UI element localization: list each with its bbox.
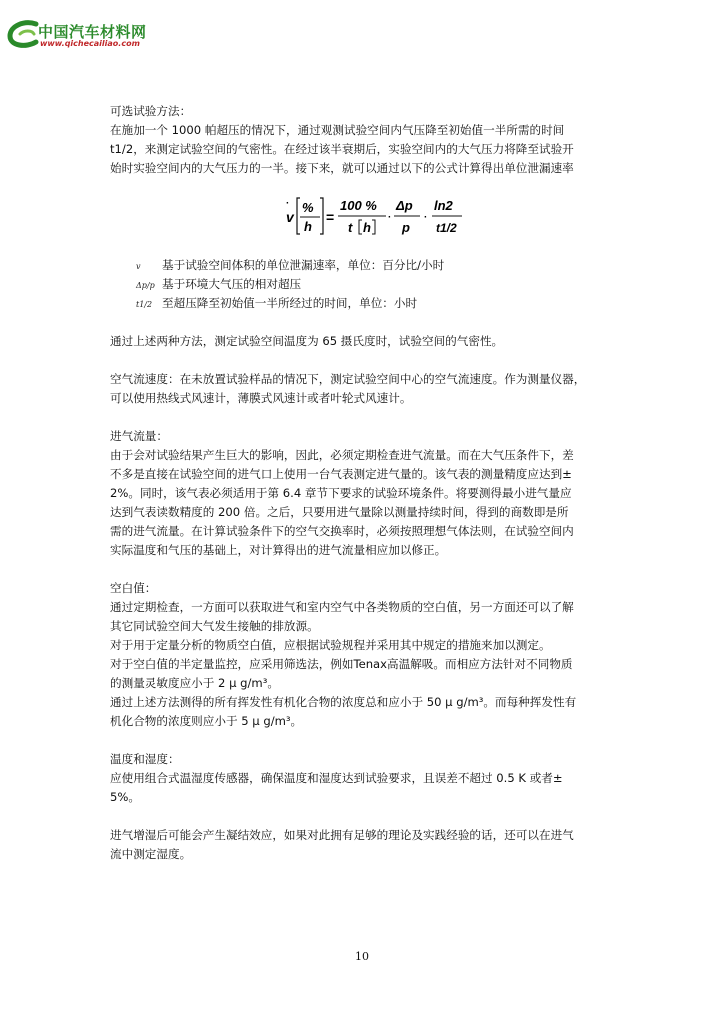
- definition-text: 基于环境大气压的相对超压: [162, 277, 302, 291]
- definition-text: 至超压降至初始值一半所经过的时间，单位：小时: [162, 296, 418, 310]
- formula-definitions: [136, 256, 616, 313]
- inflow-title: 进气流量：: [110, 429, 168, 443]
- formula-p: p: [402, 220, 410, 235]
- optional-line-1: 在施加一个 1000 帕超压的情况下，通过观测试验空间内气压降至初始值一半所需的时间: [110, 123, 565, 137]
- definition-row: [136, 294, 616, 313]
- inflow-line-5: 需的进气流量。在计算试验条件下的空气交换率时，必须按照理想气体法则，在试验空间内: [110, 524, 574, 538]
- condensation-line-2: 流中测定湿度。: [110, 847, 192, 861]
- page-number: 10: [355, 950, 369, 963]
- humidity-line-2: 5%。: [110, 790, 140, 804]
- document-body: [110, 102, 616, 864]
- formula-den-t: t: [348, 220, 353, 235]
- humidity-line-1: 应使用组合式温湿度传感器，确保温度和湿度达到试验要求，且误差不超过 0.5 K 或者±: [110, 771, 563, 785]
- inflow-line-6: 实际温度和气压的基础上，对计算得出的进气流量相应加以修正。: [110, 543, 447, 557]
- definition-symbol: v: [136, 262, 141, 271]
- blank-line-7: 机化合物的浓度则应小于 5 μ g/m³。: [110, 714, 303, 728]
- formula-unit-num: %: [302, 200, 314, 215]
- formula-dot: ·: [286, 198, 290, 209]
- optional-line-2: t1/2，来测定试验空间的气密性。在经过该半衰期后，实验空间内的大气压力将降至试验开: [110, 142, 574, 156]
- humidity-title: 温度和湿度：: [110, 752, 180, 766]
- inflow-line-1: 由于会对试验结果产生巨大的影响，因此，必须定期检查进气流量。而在大气压条件下，差: [110, 448, 574, 462]
- formula-unit-den: h: [304, 219, 312, 234]
- blank-line-1: 通过定期检查，一方面可以获取进气和室内空气中各类物质的空白值，另一方面还可以了解: [110, 600, 574, 614]
- airflow-line-1: 空气流速度：在未放置试验样品的情况下，测定试验空间中心的空气流速度。作为测量仪器，: [110, 372, 586, 386]
- temperature-paragraph: 通过上述两种方法，测定试验空间温度为 65 摄氏度时，试验空间的气密性。: [110, 334, 504, 348]
- formula-ln2: ln2: [434, 198, 453, 213]
- blank-line-4: 对于空白值的半定量监控，应采用筛选法，例如Tenax高温解吸。而相应方法针对不同物质: [110, 657, 573, 671]
- blank-line-6: 通过上述方法测得的所有挥发性有机化合物的浓度总和应小于 50 μ g/m³。而每种挥发性有: [110, 695, 577, 709]
- definition-symbol: t1/2: [136, 300, 153, 309]
- blank-line-5: 的测量灵敏度应小于 2 μ g/m³。: [110, 676, 279, 690]
- site-logo[interactable]: [6, 18, 166, 54]
- formula-den-h: h: [363, 220, 371, 235]
- inflow-line-2: 不多是直接在试验空间的进气口上使用一台气表测定进气量的。该气表的测量精度应达到±: [110, 467, 572, 481]
- definition-row: [136, 256, 616, 275]
- formula-numerator: 100 %: [340, 198, 377, 213]
- inflow-line-4: 达到气表读数精度的 200 倍。之后，只要用进气量除以测量持续时间，得到的商数即是所: [110, 505, 569, 519]
- blank-title: 空白值：: [110, 581, 157, 595]
- definition-row: [136, 275, 616, 294]
- definition-symbol: Δp/p: [136, 281, 155, 290]
- formula-t12: t1/2: [436, 221, 457, 235]
- optional-line-3: 始时实验空间内的大气压力的一半。接下来，就可以通过以下的公式计算得出单位泄漏速率: [110, 161, 574, 175]
- airflow-line-2: 可以使用热线式风速计，薄膜式风速计或者叶轮式风速计。: [110, 391, 412, 405]
- condensation-line-1: 进气增湿后可能会产生凝结效应，如果对此拥有足够的理论及实践经验的话，还可以在进气: [110, 828, 574, 842]
- svg-text:·: ·: [388, 212, 392, 223]
- formula-equals: =: [326, 209, 335, 225]
- formula-dp: Δp: [396, 198, 413, 213]
- logo-url: www.qichecailiao.com: [40, 39, 140, 48]
- inflow-line-3: 2%。同时，该气表必须适用于第 6.4 章节下要求的试验环境条件。将要测得最小进气量应: [110, 486, 572, 500]
- svg-text:·: ·: [424, 212, 428, 223]
- leak-rate-formula: [110, 178, 616, 256]
- logo-name: 中国汽车材料网: [38, 23, 147, 41]
- blank-line-3: 对于用于定量分析的物质空白值，应根据试验规程并采用其中规定的措施来加以测定。: [110, 638, 551, 652]
- formula-v: v: [286, 209, 294, 225]
- optional-method-title: 可选试验方法：: [110, 104, 192, 118]
- definition-text: 基于试验空间体积的单位泄漏速率，单位：百分比/小时: [162, 258, 445, 272]
- blank-line-2: 其它同试验空间大气发生接触的排放源。: [110, 619, 319, 633]
